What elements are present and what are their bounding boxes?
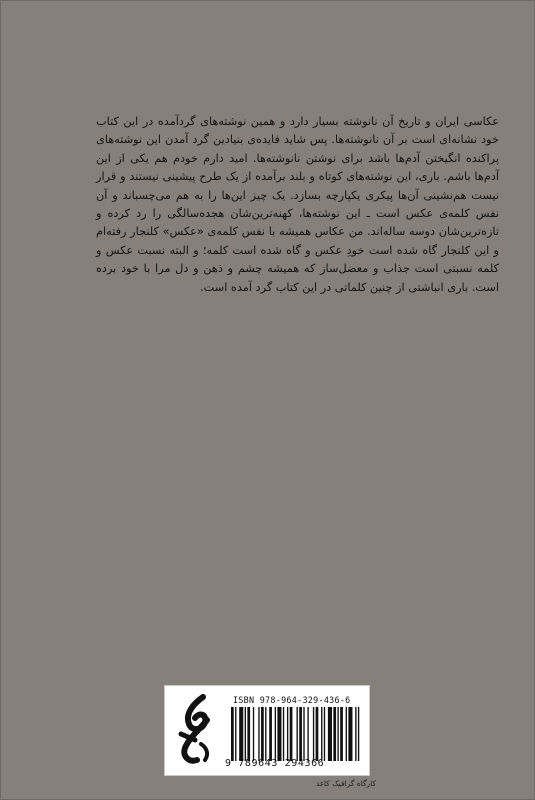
barcode-bar <box>299 707 302 761</box>
barcode-bar <box>277 707 281 761</box>
barcode-bar <box>346 707 347 761</box>
barcode-digits: 9 789643 294366 <box>225 758 325 769</box>
barcode-bar <box>316 707 319 761</box>
barcode-bar <box>235 707 236 761</box>
barcode-bar <box>265 707 266 761</box>
barcode-bar <box>253 707 254 761</box>
barcode-bar <box>337 707 338 761</box>
back-cover-blurb <box>96 113 499 297</box>
barcode-bar <box>355 707 356 761</box>
barcode-bar <box>340 707 343 761</box>
barcode-bar <box>358 707 359 761</box>
barcode-bar <box>239 707 243 761</box>
designer-credit: کارگاه گرافیک کاغذ <box>316 779 377 788</box>
barcode-bar <box>303 707 304 761</box>
barcode-bar <box>313 707 314 761</box>
publisher-logo-icon <box>173 694 219 766</box>
barcode-bar <box>231 707 234 761</box>
barcode-bar <box>245 707 246 761</box>
barcode-bar <box>258 707 259 761</box>
barcode-bar <box>324 707 325 761</box>
barcode-bar <box>333 707 336 761</box>
barcode-bar <box>307 707 308 761</box>
blurb-text: عکاسی ایران و تاریخ آن نانوشته بسیار دارد و همین نوشته‌های گردآمده در این کتاب خود نشانه‌ای است بر آن نانوشته‌ها. پس شاید فایده‌ی بنیادین گرد آمدن این نوشته‌های پراکنده انگیختن آدم‌ها باشد برای نوشتن نانوشته‌ها. امید دارم خودم هم یکی از این آدم‌ها باشم. باری، این نوشته‌های کوتاه و بلند برآمده از یک طرح پیشینی نیستند و قرار نیست هم‌نشینی آن‌ها پیکری یکپارچه بسازد. یک چیز این‌ها را به هم می‌چسباند و آن نفس کلمه‌ی عکس است ـ این نوشته‌ها، کهنه‌ترین‌شان هجده‌سالگی را رد کرده و تازه‌ترین‌شان دوسه ساله‌اند. من عکاس همیشه با نفس کلمه‌ی «عکس» کلنجار رفته‌ام و این کلنجار گاه شده است خودِ عکس و گاه شده است کلمه؛ و البته نسبت عکس و کلمه نسبتی است جذاب و معضل‌ساز که همیشه چشم و ذهن و دل مرا با خود برده است. باری انباشتی از چنین کلماتی در این کتاب گرد آمده است. <box>96 115 499 294</box>
barcode-bar <box>261 707 264 761</box>
barcode-bar <box>348 707 352 761</box>
barcode-panel <box>164 685 370 776</box>
barcode <box>231 707 362 761</box>
barcode-bar <box>275 707 276 761</box>
barcode-bar <box>328 707 332 761</box>
barcode-bar <box>321 707 322 761</box>
isbn-label: ISBN 978-964-329-436-6 <box>233 695 351 705</box>
barcode-bar <box>247 707 250 761</box>
barcode-bar <box>283 707 284 761</box>
barcode-bar <box>269 707 272 761</box>
barcode-bar <box>297 707 298 761</box>
barcode-bar <box>287 707 288 761</box>
barcode-bar <box>290 707 293 761</box>
